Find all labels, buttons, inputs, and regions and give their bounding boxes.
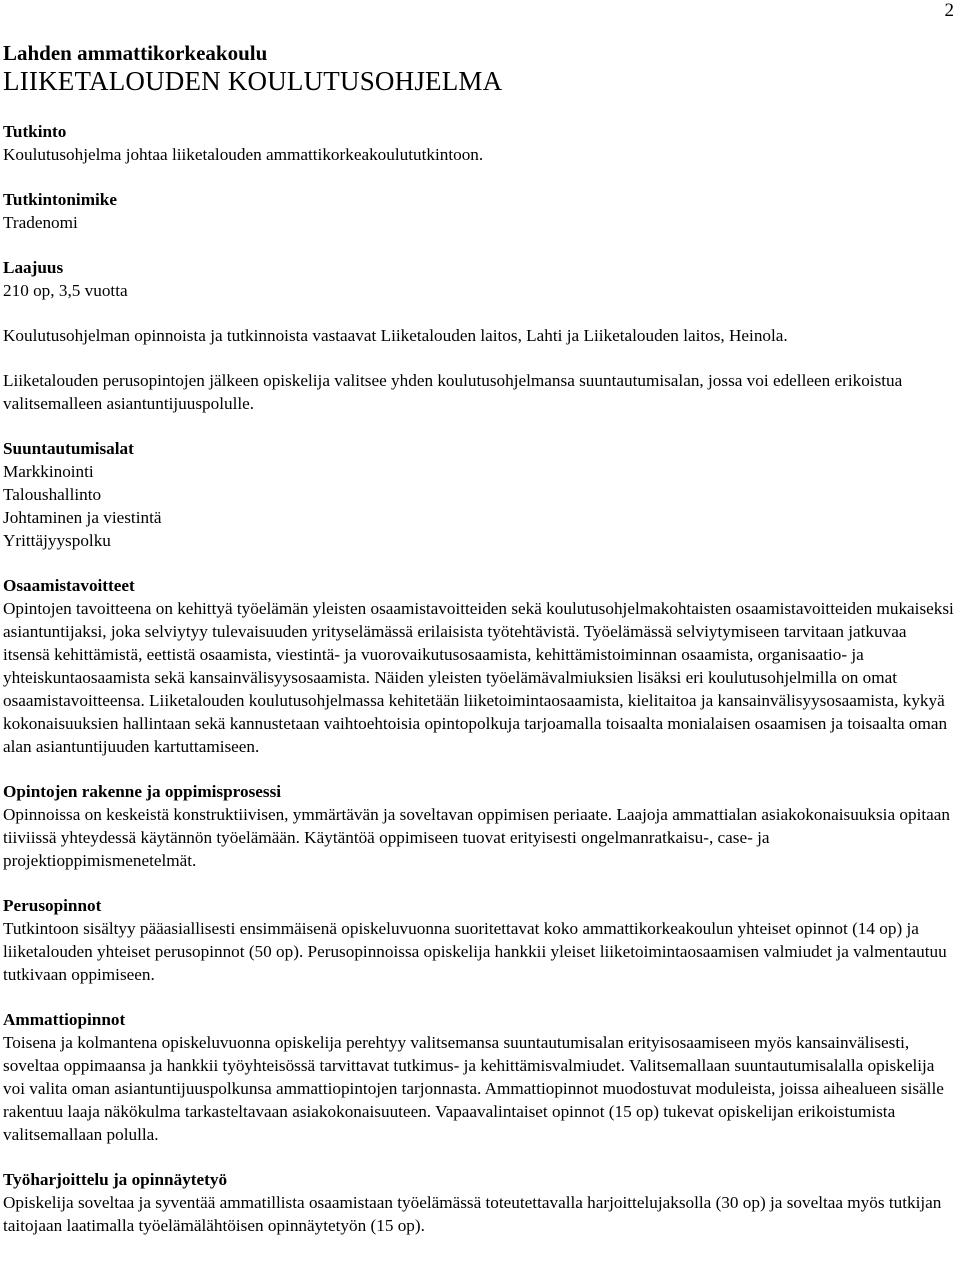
page-number: 2 — [944, 0, 954, 21]
section-laajuus — [3, 256, 957, 302]
list-item: Johtaminen ja viestintä — [3, 508, 162, 527]
section-tutkinto — [3, 120, 957, 166]
section-tutkintonimike — [3, 188, 957, 234]
section-vastuu — [3, 324, 957, 347]
section-text: Opiskelija soveltaa ja syventää ammatillista osaamistaan työelämässä toteutettavalla harjoittelujaksolla (30 op) ja soveltaa myös tutkijan taitojaan laatimalla työelämälähtöisen opinnäytetyön (15 op). — [3, 1193, 942, 1235]
section-heading: Ammattiopinnot — [3, 1010, 126, 1029]
section-text: Tradenomi — [3, 213, 78, 232]
section-text: Opintojen tavoitteena on kehittyä työelämän yleisten osaamistavoitteiden sekä koulutusohjelmakohtaisten osaamistavoitteiden mukaiseksi asiantuntijaksi, joka selviytyy tulevaisuuden yrityselämässä erilaisista työtehtävistä. Työelämässä selviytymiseen tarvitaan jatkuvaa itsensä kehittämistä, eettistä osaamista, viestintä- ja vuorovaikutusosaamista, kehittämistoiminnan osaamista, organisaatio- ja yhteiskuntaosaamista sekä kansainvälisyysosaamista. Näiden yleisten työelämävalmiuksien lisäksi eri koulutusohjelmilla on omat osaamistavoitteensa. Liiketalouden koulutusohjelmassa kehitetään liiketoimintaosaamista, kielitaitoa ja kansainvälisyysosaamista, kykyä kokonaisuuksien hallintaan sekä kannustetaan vaihtoehtoisia opintopolkuja tarjoamalla toisaalta monialaisen osaamisen ja toisaalta oman alan asiantuntijuuden kartuttamiseen. — [3, 599, 954, 756]
section-perusopinnot — [3, 894, 957, 986]
section-text: 210 op, 3,5 vuotta — [3, 281, 128, 300]
section-suuntautuminen — [3, 369, 957, 415]
responsibility-text: Koulutusohjelman opinnoista ja tutkinnoista vastaavat Liiketalouden laitos, Lahti ja Liiketalouden laitos, Heinola. — [3, 326, 788, 345]
section-heading: Osaamistavoitteet — [3, 576, 135, 595]
section-heading: Työharjoittelu ja opinnäytetyö — [3, 1170, 228, 1189]
section-heading: Laajuus — [3, 258, 64, 277]
section-text: Opinnoissa on keskeistä konstruktiivisen, ymmärtävän ja soveltavan oppimisen periaate. Laajoja ammattialan asiakokonaisuuksia opitaan tiiviissä yhteydessä käytännön työelämään. Käytäntöä oppimiseen tuovat erityisesti ongelmanratkaisu-, case- ja projektioppimismenetelmät. — [3, 805, 950, 870]
list-item: Markkinointi — [3, 462, 94, 481]
section-heading: Opintojen rakenne ja oppimisprosessi — [3, 782, 282, 801]
document-header — [3, 40, 957, 97]
section-rakenne — [3, 780, 957, 872]
section-text: Koulutusohjelma johtaa liiketalouden ammattikorkeakoulututkintoon. — [3, 145, 484, 164]
list-item: Taloushallinto — [3, 485, 102, 504]
section-ammattiopinnot — [3, 1008, 957, 1146]
section-osaamistavoitteet — [3, 574, 957, 758]
list-item: Yrittäjyyspolku — [3, 531, 111, 550]
programme-title: LIIKETALOUDEN KOULUTUSOHJELMA — [3, 66, 503, 96]
institution-name: Lahden ammattikorkeakoulu — [3, 41, 268, 65]
section-heading: Tutkintonimike — [3, 190, 117, 209]
section-heading: Suuntautumisalat — [3, 439, 134, 458]
section-heading: Perusopinnot — [3, 896, 102, 915]
section-harjoittelu — [3, 1168, 957, 1237]
specialisation-intro-text: Liiketalouden perusopintojen jälkeen opiskelija valitsee yhden koulutusohjelmansa suuntautumisalan, jossa voi edelleen erikoistua valitsemalleen asiantuntijuuspolulle. — [3, 371, 903, 413]
document-body — [3, 40, 957, 1259]
section-suuntautumisalat — [3, 437, 957, 552]
section-text: Tutkintoon sisältyy pääasiallisesti ensimmäisenä opiskeluvuonna suoritettavat koko ammattikorkeakoulun yhteiset opinnot (14 op) ja liiketalouden yhteiset perusopinnot (50 op). Perusopinnoissa opiskelija hankkii yleiset liiketoimintaosaamisen valmiudet ja valmentautuu tutkivaan oppimiseen. — [3, 919, 947, 984]
section-text: Toisena ja kolmantena opiskeluvuonna opiskelija perehtyy valitsemansa suuntautumisalan erityisosaamiseen myös kansainvälisesti, soveltaa oppimaansa ja hankkii työyhteisössä tarvittavat tutkimus- ja kehittämisvalmiudet. Valitsemallaan suuntautumisalalla opiskelija voi valita oman asiantuntijuuspolkunsa ammattiopintojen tarjonnasta. Ammattiopinnot muodostuvat moduleista, joissa aihealueen sisälle rakentuu laaja näkökulma tarkasteltavaan asiakokonaisuuteen. Vapaavalintaiset opinnot (15 op) tukevat opiskelijan erikoistumista valitsemallaan polulla. — [3, 1033, 944, 1144]
section-heading: Tutkinto — [3, 122, 67, 141]
